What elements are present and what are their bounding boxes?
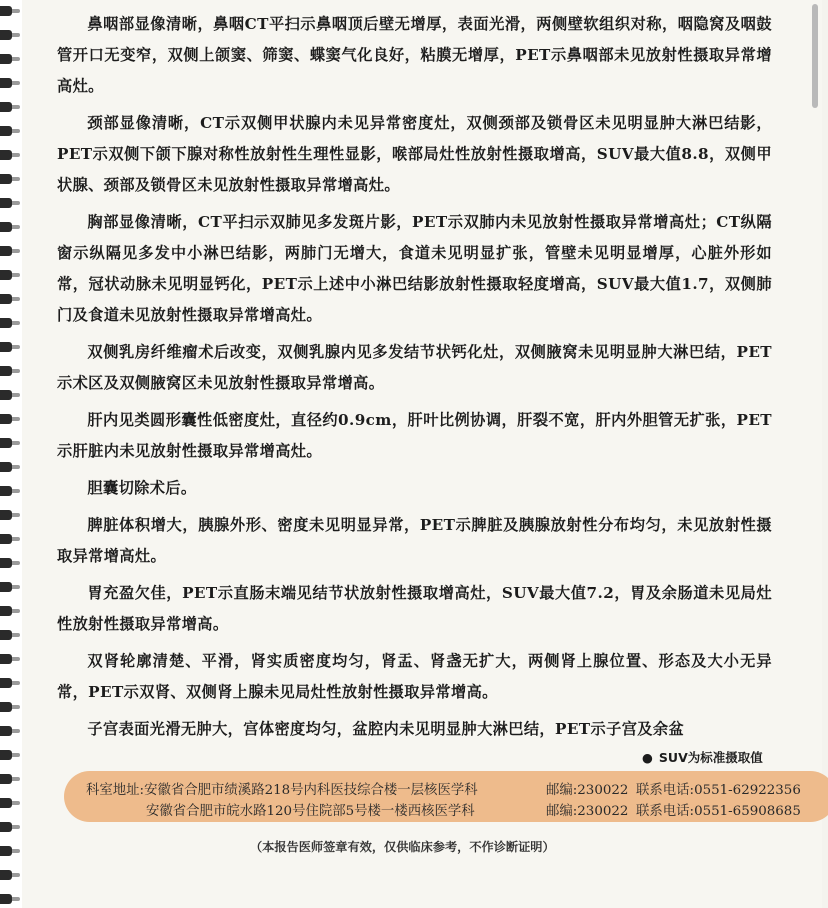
report-page — [22, 0, 822, 908]
suv-footnote — [642, 748, 763, 766]
scrollbar[interactable] — [812, 4, 818, 108]
finding-gastrointestinal: 胃充盈欠佳，PET示直肠末端见结节状放射性摄取增高灶，SUV最大值7.2，胃及余肠道未见局灶性放射性摄取异常增高。 — [57, 584, 772, 633]
report-body — [57, 9, 772, 751]
binding-ring — [0, 246, 12, 256]
finding-uterus-pelvis: 子宫表面光滑无肿大，宫体密度均匀，盆腔内未见明显肿大淋巴结，PET示子宫及余盆 — [87, 720, 685, 738]
binding-ring — [0, 486, 12, 496]
binding-ring — [0, 30, 12, 40]
finding-chest: 胸部显像清晰，CT平扫示双肺见多发斑片影，PET示双肺内未见放射性摄取异常增高灶；CT纵隔窗示纵隔见多发中小淋巴结影，两肺门无增大，食道未见明显扩张，管壁未见明显增厚，心脏外形如常，冠状动脉未见明显钙化，PET示上述中小淋巴结影放射性摄取轻度增高，SUV最大值1.7，双侧肺门及食道未见放射性摄取异常增高灶。 — [57, 213, 772, 324]
finding-liver: 肝内见类圆形囊性低密度灶，直径约0.9cm，肝叶比例协调，肝裂不宽，肝内外胆管无扩张，PET示肝脏内未见放射性摄取异常增高灶。 — [57, 411, 772, 460]
binding-ring — [0, 54, 12, 64]
postcode-1: 邮编:230022 — [546, 783, 629, 798]
binding-ring — [0, 822, 12, 832]
binding-ring — [0, 654, 12, 664]
binding-ring — [0, 774, 12, 784]
binding-ring — [0, 606, 12, 616]
binding-ring — [0, 6, 12, 16]
binding-ring — [0, 846, 12, 856]
finding-gallbladder: 胆囊切除术后。 — [87, 479, 197, 497]
binding-ring — [0, 870, 12, 880]
bullet-icon: ● — [642, 750, 653, 765]
binding-ring — [0, 198, 12, 208]
contact-footer — [64, 771, 828, 822]
binding-ring — [0, 174, 12, 184]
suv-footnote-text: SUV为标准摄取值 — [658, 750, 763, 765]
finding-spleen-pancreas: 脾脏体积增大，胰腺外形、密度未见明显异常，PET示脾脏及胰腺放射性分布均匀，未见放射性摄取异常增高灶。 — [57, 516, 772, 565]
binding-ring — [0, 342, 12, 352]
contact-row-1 — [86, 779, 801, 798]
finding-nasopharynx: 鼻咽部显像清晰，鼻咽CT平扫示鼻咽顶后壁无增厚，表面光滑，两侧壁软组织对称，咽隐窝及咽鼓管开口无变窄，双侧上颌窦、筛窦、蝶窦气化良好，粘膜无增厚，PET示鼻咽部未见放射性摄取异常增高灶。 — [57, 15, 772, 95]
department-address-1: 科室地址:安徽省合肥市绩溪路218号内科医技综合楼一层核医学科 — [86, 783, 478, 798]
finding-neck: 颈部显像清晰，CT示双侧甲状腺内未见异常密度灶，双侧颈部及锁骨区未见明显肿大淋巴结影，PET示双侧下颌下腺对称性放射性生理性显影，喉部局灶性放射性摄取增高，SUV最大值8.8，双侧甲状腺、颈部及锁骨区未见放射性摄取异常增高灶。 — [57, 114, 772, 194]
finding-kidneys: 双肾轮廓清楚、平滑，肾实质密度均匀，肾盂、肾盏无扩大，两侧肾上腺位置、形态及大小无异常，PET示双肾、双侧肾上腺未见局灶性放射性摄取异常增高。 — [57, 652, 772, 701]
binding-ring — [0, 582, 12, 592]
phone-2: 联系电话:0551-65908685 — [636, 804, 801, 819]
binding-ring — [0, 318, 12, 328]
binding-ring — [0, 102, 12, 112]
binding-ring — [0, 726, 12, 736]
binding-ring — [0, 678, 12, 688]
postcode-2: 邮编:230022 — [546, 804, 629, 819]
binding-ring — [0, 702, 12, 712]
binding-ring — [0, 534, 12, 544]
binding-ring — [0, 894, 12, 904]
binding-ring — [0, 630, 12, 640]
contact-row-2 — [146, 800, 801, 819]
binding-ring — [0, 414, 12, 424]
binding-ring — [0, 150, 12, 160]
binding-ring — [0, 366, 12, 376]
binding-ring — [0, 222, 12, 232]
binding-ring — [0, 294, 12, 304]
binding-ring — [0, 462, 12, 472]
department-address-2: 安徽省合肥市皖水路120号住院部5号楼一楼西核医学科 — [146, 804, 475, 819]
phone-1: 联系电话:0551-62922356 — [636, 783, 801, 798]
binding-ring — [0, 510, 12, 520]
binding-ring — [0, 270, 12, 280]
binding-ring — [0, 750, 12, 760]
report-disclaimer: （本报告医师签章有效，仅供临床参考，不作诊断证明） — [250, 840, 555, 854]
spiral-binding — [0, 0, 22, 908]
binding-ring — [0, 798, 12, 808]
binding-ring — [0, 390, 12, 400]
binding-ring — [0, 438, 12, 448]
binding-ring — [0, 78, 12, 88]
finding-breast: 双侧乳房纤维瘤术后改变，双侧乳腺内见多发结节状钙化灶，双侧腋窝未见明显肿大淋巴结，PET示术区及双侧腋窝区未见放射性摄取异常增高。 — [57, 343, 772, 392]
binding-ring — [0, 126, 12, 136]
binding-ring — [0, 558, 12, 568]
